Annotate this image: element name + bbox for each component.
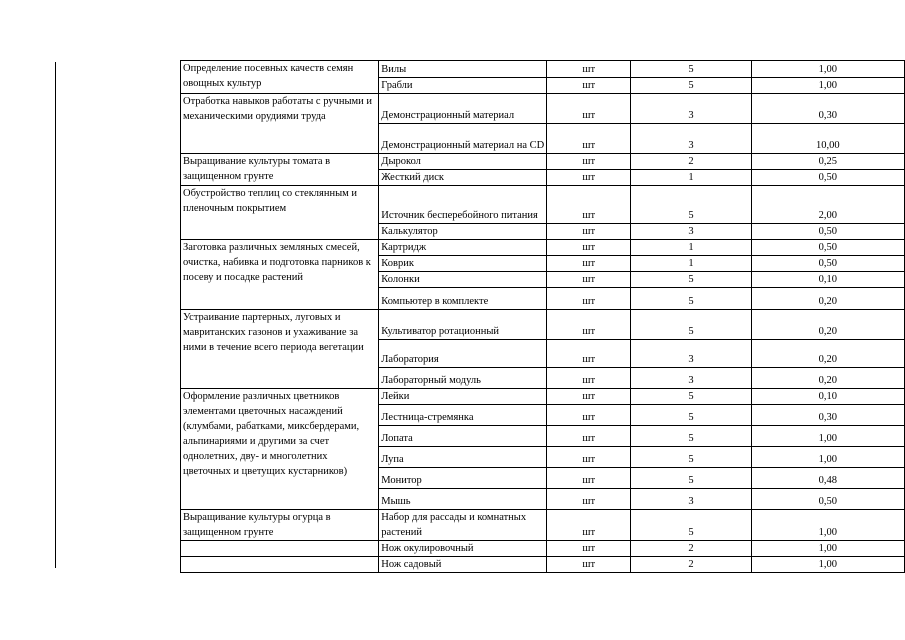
item-name: Набор для рассады и комнатных растений	[379, 510, 547, 541]
item-unit: шт	[547, 426, 631, 447]
item-unit: шт	[547, 170, 631, 186]
table-row	[181, 541, 905, 557]
item-qty: 3	[631, 124, 751, 154]
item-price: 1,00	[751, 426, 904, 447]
table-row	[181, 310, 905, 340]
item-name: Компьютер в комплекте	[379, 288, 547, 310]
item-name: Лаборатория	[379, 340, 547, 368]
item-name: Вилы	[379, 61, 547, 78]
item-qty: 5	[631, 310, 751, 340]
item-name: Источник бесперебойного питания	[379, 186, 547, 224]
item-unit: шт	[547, 541, 631, 557]
item-qty: 3	[631, 489, 751, 510]
item-price: 0,10	[751, 272, 904, 288]
item-price: 1,00	[751, 61, 904, 78]
table-row	[181, 94, 905, 124]
item-qty: 1	[631, 240, 751, 256]
item-qty: 5	[631, 510, 751, 541]
item-unit: шт	[547, 288, 631, 310]
item-name: Демонстрационный материал	[379, 94, 547, 124]
item-price: 0,50	[751, 224, 904, 240]
item-unit: шт	[547, 124, 631, 154]
item-unit: шт	[547, 94, 631, 124]
item-name: Калькулятор	[379, 224, 547, 240]
item-unit: шт	[547, 510, 631, 541]
item-unit: шт	[547, 368, 631, 389]
item-unit: шт	[547, 447, 631, 468]
topic-cell: Оформление различных цветников элементами цветочных насаждений (клумбами, рабатками, миксбердерами, альпинариями и другими за счет однолетних, дву- и многолетних цветочных и цветущих кустарников)	[181, 389, 379, 510]
item-name: Жесткий диск	[379, 170, 547, 186]
item-unit: шт	[547, 154, 631, 170]
item-qty: 2	[631, 154, 751, 170]
item-price: 0,50	[751, 489, 904, 510]
item-price: 0,50	[751, 170, 904, 186]
topic-cell-empty	[181, 557, 379, 573]
item-name: Лабораторный модуль	[379, 368, 547, 389]
topic-cell: Заготовка различных земляных смесей, очистка, набивка и подготовка парников к посеву и посадке растений	[181, 240, 379, 310]
item-price: 10,00	[751, 124, 904, 154]
table-row	[181, 557, 905, 573]
item-unit: шт	[547, 240, 631, 256]
item-name: Лейки	[379, 389, 547, 405]
item-price: 0,20	[751, 368, 904, 389]
item-price: 1,00	[751, 78, 904, 94]
table-row	[181, 61, 905, 78]
item-qty: 5	[631, 78, 751, 94]
item-unit: шт	[547, 61, 631, 78]
item-qty: 5	[631, 272, 751, 288]
topic-cell: Выращивание культуры огурца в защищенном грунте	[181, 510, 379, 541]
item-qty: 1	[631, 170, 751, 186]
page-margin-line	[55, 62, 56, 568]
item-name: Нож окулировочный	[379, 541, 547, 557]
item-price: 0,48	[751, 468, 904, 489]
table-row	[181, 186, 905, 224]
item-qty: 5	[631, 468, 751, 489]
item-price: 0,20	[751, 340, 904, 368]
topic-cell-empty	[181, 541, 379, 557]
item-name: Коврик	[379, 256, 547, 272]
item-unit: шт	[547, 389, 631, 405]
item-price: 1,00	[751, 541, 904, 557]
item-name: Монитор	[379, 468, 547, 489]
item-name: Лопата	[379, 426, 547, 447]
table-row	[181, 154, 905, 170]
topic-cell: Определение посевных качеств семян овощных культур	[181, 61, 379, 94]
item-unit: шт	[547, 557, 631, 573]
item-qty: 5	[631, 61, 751, 78]
item-name: Лестница-стремянка	[379, 405, 547, 426]
item-unit: шт	[547, 310, 631, 340]
item-price: 0,20	[751, 288, 904, 310]
item-price: 0,25	[751, 154, 904, 170]
item-price: 0,20	[751, 310, 904, 340]
item-qty: 5	[631, 288, 751, 310]
table-row	[181, 240, 905, 256]
item-qty: 2	[631, 541, 751, 557]
item-unit: шт	[547, 186, 631, 224]
item-price: 0,30	[751, 405, 904, 426]
item-qty: 3	[631, 94, 751, 124]
item-name: Колонки	[379, 272, 547, 288]
item-unit: шт	[547, 78, 631, 94]
item-name: Лупа	[379, 447, 547, 468]
item-unit: шт	[547, 405, 631, 426]
item-unit: шт	[547, 468, 631, 489]
table-row	[181, 510, 905, 541]
item-unit: шт	[547, 272, 631, 288]
item-name: Мышь	[379, 489, 547, 510]
item-price: 0,10	[751, 389, 904, 405]
item-price: 1,00	[751, 557, 904, 573]
item-qty: 3	[631, 340, 751, 368]
item-unit: шт	[547, 224, 631, 240]
item-price: 1,00	[751, 510, 904, 541]
item-price: 1,00	[751, 447, 904, 468]
item-qty: 5	[631, 186, 751, 224]
item-unit: шт	[547, 489, 631, 510]
item-price: 0,30	[751, 94, 904, 124]
item-price: 0,50	[751, 240, 904, 256]
item-unit: шт	[547, 256, 631, 272]
item-name: Дырокол	[379, 154, 547, 170]
table-row	[181, 389, 905, 405]
equipment-table	[180, 60, 905, 573]
item-price: 0,50	[751, 256, 904, 272]
item-qty: 5	[631, 426, 751, 447]
item-price: 2,00	[751, 186, 904, 224]
topic-cell: Выращивание культуры томата в защищенном грунте	[181, 154, 379, 186]
item-qty: 5	[631, 405, 751, 426]
item-qty: 5	[631, 447, 751, 468]
item-qty: 2	[631, 557, 751, 573]
item-qty: 5	[631, 389, 751, 405]
item-name: Грабли	[379, 78, 547, 94]
item-name: Нож садовый	[379, 557, 547, 573]
item-qty: 1	[631, 256, 751, 272]
topic-cell: Обустройство теплиц со стеклянным и пленочным покрытием	[181, 186, 379, 240]
item-qty: 3	[631, 224, 751, 240]
item-name: Картридж	[379, 240, 547, 256]
item-qty: 3	[631, 368, 751, 389]
topic-cell: Устраивание партерных, луговых и мавританских газонов и ухаживание за ними в течение всего периода вегетации	[181, 310, 379, 389]
item-unit: шт	[547, 340, 631, 368]
topic-cell: Отработка навыков работаты с ручными и механическими орудиями труда	[181, 94, 379, 154]
item-name: Культиватор ротационный	[379, 310, 547, 340]
item-name: Демонстрационный материал на CD	[379, 124, 547, 154]
